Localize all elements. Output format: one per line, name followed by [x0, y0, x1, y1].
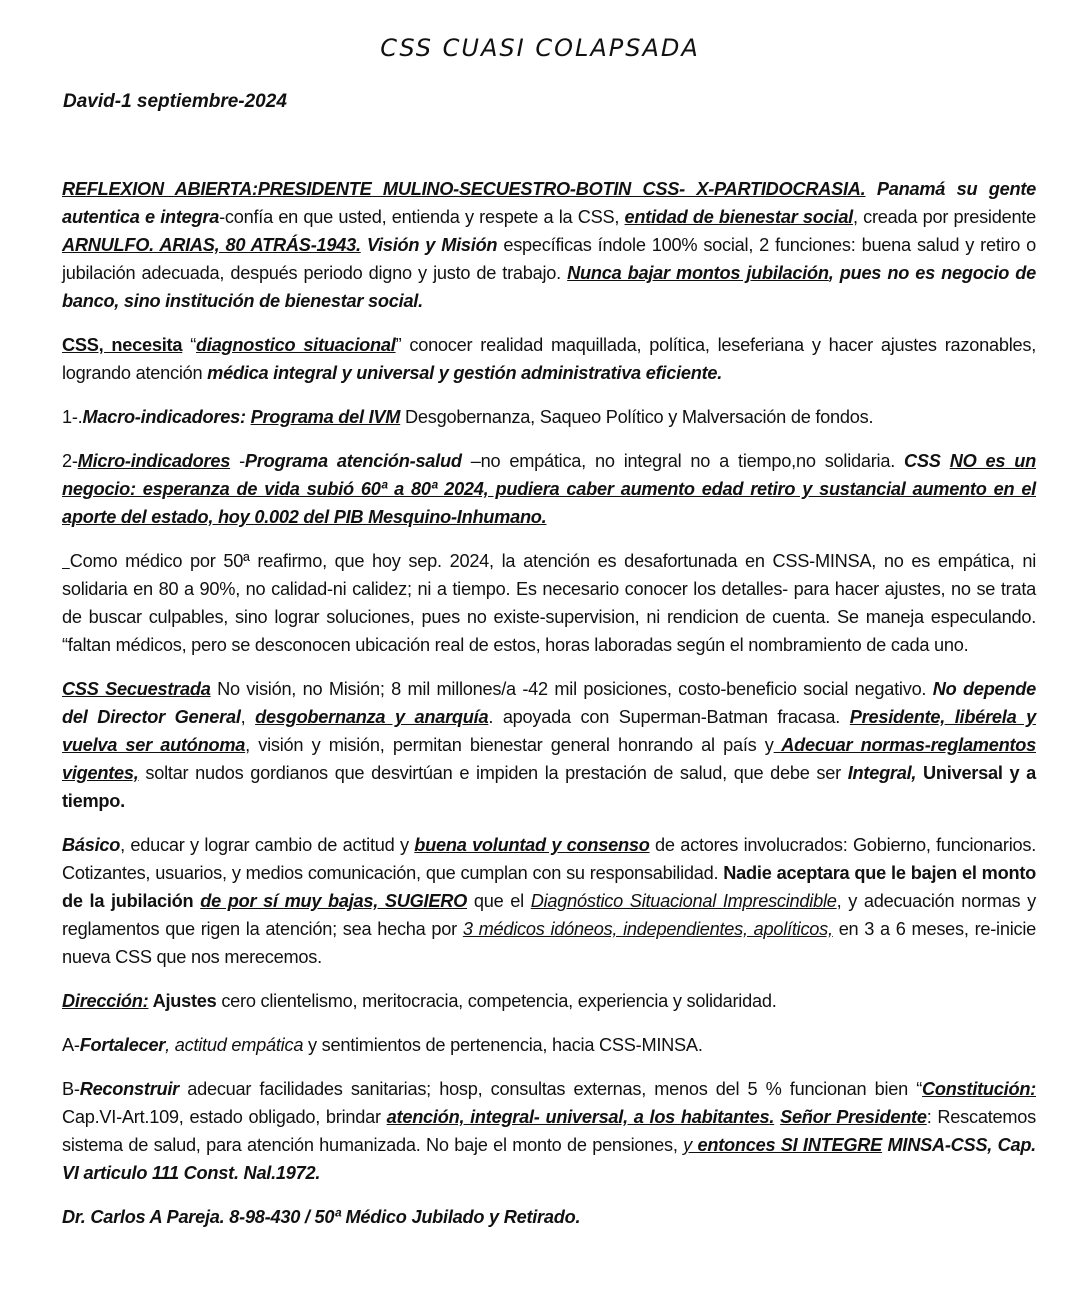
document-body [62, 175, 1036, 1247]
document-title: CSS CUASI COLAPSADA [380, 34, 700, 62]
paragraph-como-medico: Como médico por 50ª reafirmo, que hoy sep. 2024, la atención es desafortunada en CSS-MINSA, no es empática, ni solidaria en 80 a 90%, no calidad-ni calidez; ni a tiempo. Es necesario conocer los detalles- para hacer ajustes, no se trata de buscar culpables, sino lograr soluciones, pues no existe-supervision, ni rendicion de cuenta. Se maneja especulando. “faltan médicos, pero se desconocen ubicación real de estos, horas laboradas según el nombramiento de cada uno. [62, 551, 1036, 655]
document-date: David-1 septiembre-2024 [63, 91, 287, 112]
reflexion-heading: REFLEXION ABIERTA:PRESIDENTE MULINO-SECUESTRO-BOTIN CSS- X-PARTIDOCRASIA. [62, 179, 866, 199]
paragraph-micro-indicadores: 2-Micro-indicadores -Programa atención-salud –no empática, no integral no a tiempo,no solidaria. CSS NO es un negocio: esperanza de vida subió 60ª a 80ª 2024, pudiera caber aumento edad retiro y sustancial aumento en el aporte del estado, hoy 0.002 del PIB Mesquino-Inhumano. [62, 451, 1037, 527]
signature: Dr. Carlos A Pareja. 8-98-430 / 50ª Médico Jubilado y Retirado. [62, 1207, 581, 1227]
paragraph-css-secuestrada: CSS Secuestrada No visión, no Misión; 8 mil millones/a -42 mil posiciones, costo-beneficio social negativo. No depende del Director General, desgobernanza y anarquía. apoyada con Superman-Batman fracasa. Presidente, libérela y vuelva ser autónoma, visión y misión, permitan bienestar general honrando al país y Adecuar normas-reglamentos vigentes, soltar nudos gordianos que desvirtúan e impiden la prestación de salud, que debe ser Integral, Universal y a tiempo. [62, 679, 1037, 811]
paragraph-fortalecer: A-Fortalecer, actitud empática y sentimientos de pertenencia, hacia CSS-MINSA. [62, 1035, 703, 1055]
paragraph-reflexion: REFLEXION ABIERTA:PRESIDENTE MULINO-SECUESTRO-BOTIN CSS- X-PARTIDOCRASIA. Panamá su gente autentica e integra-confía en que usted, entienda y respete a la CSS, entidad de bienestar social, creada por presidente ARNULFO. ARIAS, 80 ATRÁS-1943. Visión y Misión específicas índole 100% social, 2 funciones: buena salud y retiro o jubilación adecuada, después periodo digno y justo de trabajo. Nunca bajar montos jubilación, pues no es negocio de banco, sino institución de bienestar social. [62, 179, 1037, 311]
paragraph-reconstruir: B-Reconstruir adecuar facilidades sanitarias; hosp, consultas externas, menos del 5 % funcionan bien “Constitución: Cap.VI-Art.109, estado obligado, brindar atención, integral- universal, a los habitantes. Señor Presidente: Rescatemos sistema de salud, para atención humanizada. No baje el monto de pensiones, y entonces SI INTEGRE MINSA-CSS, Cap. VI articulo 111 Const. Nal.1972. [62, 1079, 1036, 1183]
paragraph-diagnostico: CSS, necesita “diagnostico situacional” conocer realidad maquillada, política, leseferiana y hacer ajustes razonables, logrando atención médica integral y universal y gestión administrativa eficiente. [62, 335, 1037, 383]
paragraph-macro-indicadores: 1-.Macro-indicadores: Programa del IVM Desgobernanza, Saqueo Político y Malversación de fondos. [62, 407, 874, 427]
paragraph-direccion: Dirección: Ajustes cero clientelismo, meritocracia, competencia, experiencia y solidaridad. [62, 991, 777, 1011]
paragraph-basico: Básico, educar y lograr cambio de actitud y buena voluntad y consenso de actores involucrados: Gobierno, funcionarios. Cotizantes, usuarios, y medios comunicación, que cumplan con su responsabilidad. Nadie aceptara que le bajen el monto de la jubilación de por sí muy bajas, SUGIERO que el Diagnóstico Situacional Imprescindible, y adecuación normas y reglamentos que rigen la atención; sea hecha por 3 médicos idóneos, independientes, apolíticos, en 3 a 6 meses, re-inicie nueva CSS que nos merecemos. [62, 835, 1037, 967]
